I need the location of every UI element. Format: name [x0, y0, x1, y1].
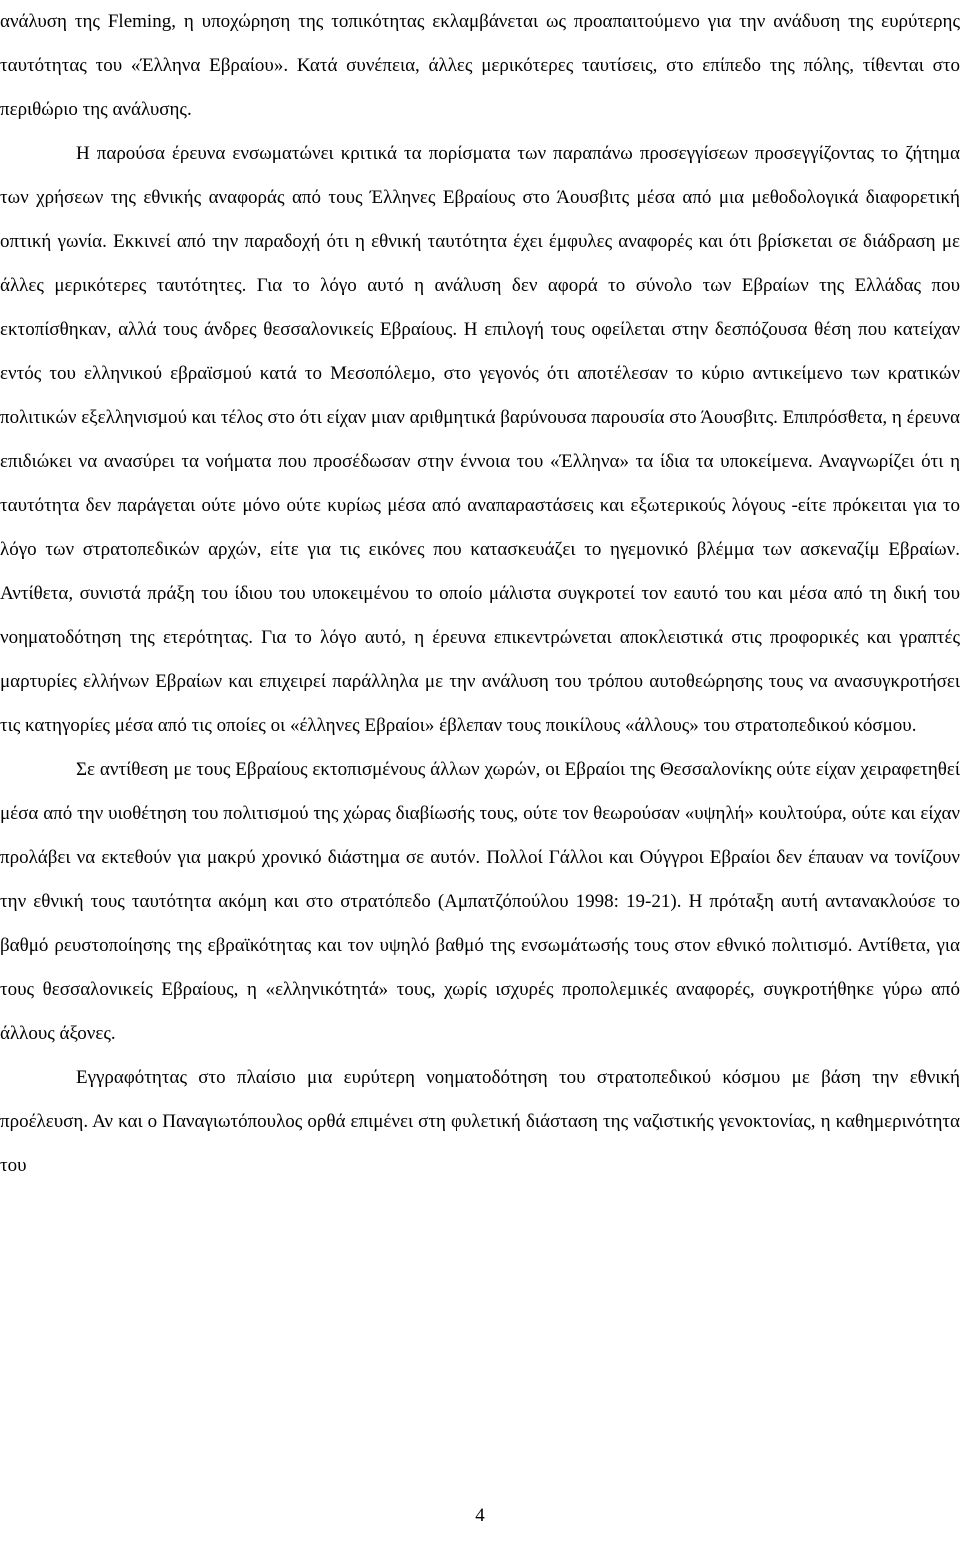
paragraph-3: Σε αντίθεση με τους Εβραίους εκτοπισμένους άλλων χωρών, οι Εβραίοι της Θεσσαλονίκης ούτε είχαν χειραφετηθεί μέσα από την υιοθέτηση του πολιτισμού της χώρας διαβίωσής τους, ούτε τον θεωρούσαν «υψηλή» κουλτούρα, ούτε και είχαν προλάβει να εκτεθούν για μακρύ χρονικό διάστημα σε αυτόν. Πολλοί Γάλλοι και Ούγγροι Εβραίοι δεν έπαυαν να τονίζουν την εθνική τους ταυτότητα ακόμη και στο στρατόπεδο (Αμπατζόπούλου 1998: 19-21). Η πρόταξη αυτή αντανακλούσε το βαθμό ρευστοποίησης της εβραϊκότητας και τον υψηλό βαθμό της ενσωμάτωσής τους στον εθνικό πολιτισμό. Αντίθετα, για τους θεσσαλονικείς Εβραίους, η «ελληνικότητά» τους, χωρίς ισχυρές προπολεμικές αναφορές, συγκροτήθηκε γύρω από άλλους άξονες. [0, 759, 960, 1044]
paragraph-4: Εγγραφότητας στο πλαίσιο μια ευρύτερη νοηματοδότηση του στρατοπεδικού κόσμου με βάση την εθνική προέλευση. Αν και ο Παναγιωτόπουλος ορθά επιμένει στη φυλετική διάσταση της ναζιστικής γενοκτονίας, η καθημερινότητα του [0, 1067, 960, 1176]
paragraph-1: ανάλυση της Fleming, η υποχώρηση της τοπικότητας εκλαμβάνεται ως προαπαιτούμενο για την ανάδυση της ευρύτερης ταυτότητας του «Έλληνα Εβραίου». Κατά συνέπεια, άλλες μερικότερες ταυτίσεις, στο επίπεδο της πόλης, τίθενται στο περιθώριο της ανάλυσης. [0, 11, 960, 120]
paragraph-2: Η παρούσα έρευνα ενσωματώνει κριτικά τα πορίσματα των παραπάνω προσεγγίσεων προσεγγίζοντας το ζήτημα των χρήσεων της εθνικής αναφοράς από τους Έλληνες Εβραίους στο Άουσβιτς μέσα από μια μεθοδολογικά διαφορετική οπτική γωνία. Εκκινεί από την παραδοχή ότι η εθνική ταυτότητα έχει έμφυλες αναφορές και ότι βρίσκεται σε διάδραση με άλλες μερικότερες ταυτότητες. Για το λόγο αυτό η ανάλυση δεν αφορά το σύνολο των Εβραίων της Ελλάδας που εκτοπίσθηκαν, αλλά τους άνδρες θεσσαλονικείς Εβραίους. Η επιλογή τους οφείλεται στην δεσπόζουσα θέση που κατείχαν εντός του ελληνικού εβραϊσμού κατά το Μεσοπόλεμο, στο γεγονός ότι αποτέλεσαν το κύριο αντικείμενο των κρατικών πολιτικών εξελληνισμού και τέλος στο ότι είχαν μιαν αριθμητικά βαρύνουσα παρουσία στο Άουσβιτς. Επιπρόσθετα, η έρευνα επιδιώκει να ανασύρει τα νοήματα που προσέδωσαν στην έννοια του «Έλληνα» τα ίδια τα υποκείμενα. Αναγνωρίζει ότι η ταυτότητα δεν παράγεται ούτε μόνο ούτε κυρίως μέσα από αναπαραστάσεις και εξωτερικούς λόγους -είτε πρόκειται για το λόγο των στρατοπεδικών αρχών, είτε για τις εικόνες που κατασκευάζει το ηγεμονικό βλέμμα των ασκεναζίμ Εβραίων. Αντίθετα, συνιστά πράξη του ίδιου του υποκειμένου το οποίο μάλιστα συγκροτεί τον εαυτό του και μέσα από τη δική του νοηματοδότηση της ετερότητας. Για το λόγο αυτό, η έρευνα επικεντρώνεται αποκλειστικά στις προφορικές και γραπτές μαρτυρίες ελλήνων Εβραίων και επιχειρεί παράλληλα με την ανάλυση του τρόπου αυτοθεώρησης τους να ανασυγκροτήσει τις κατηγορίες μέσα από τις οποίες οι «έλληνες Εβραίοι» έβλεπαν τους ποικίλους «άλλους» του στρατοπεδικού κόσμου. [0, 143, 960, 736]
page-number: 4 [475, 1505, 485, 1526]
